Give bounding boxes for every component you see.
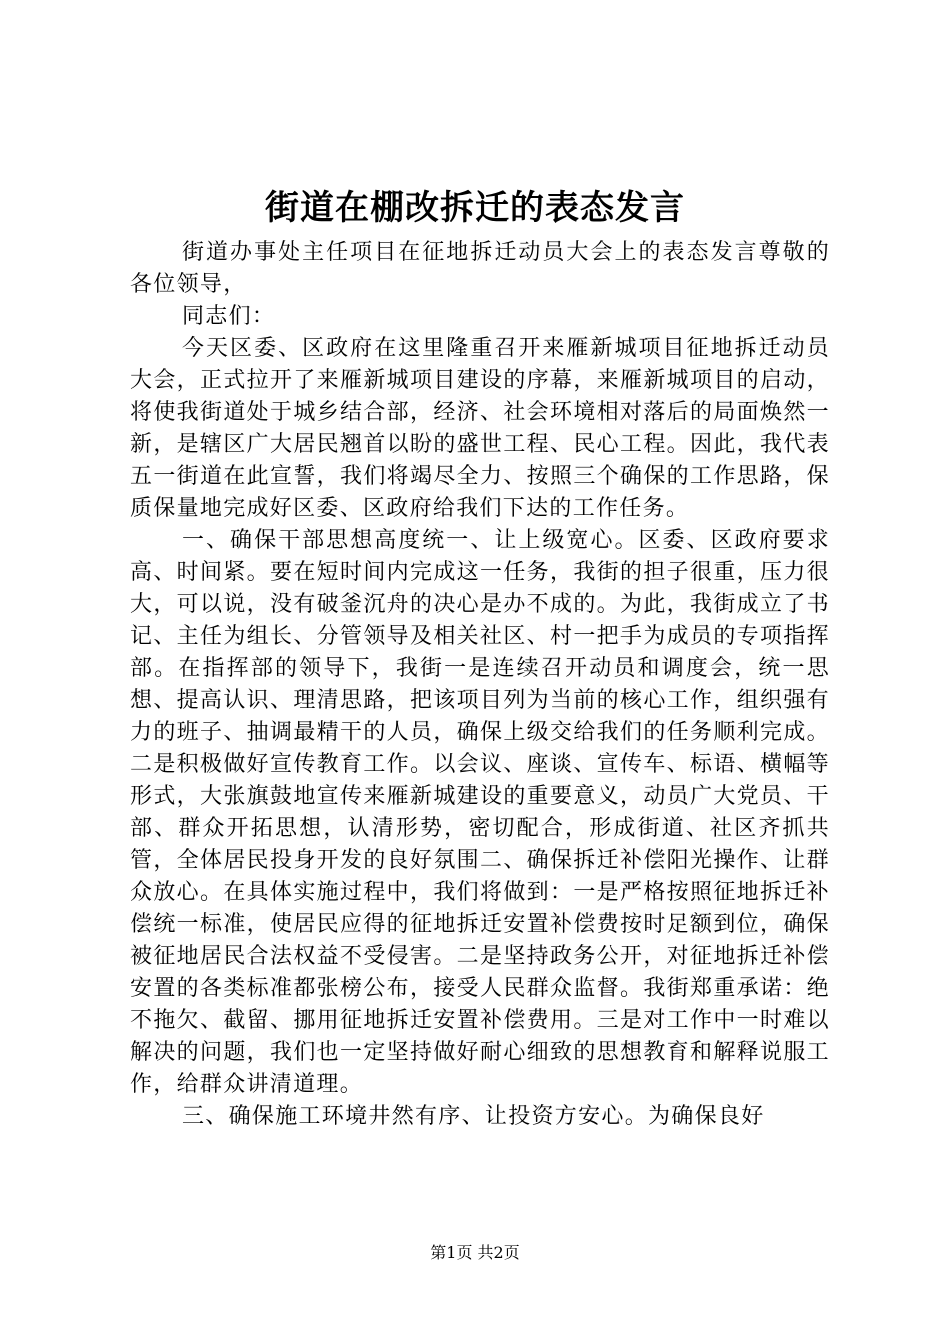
paragraph-salutation: 同志们： [182, 304, 276, 329]
paragraph-introduction: 今天区委、区政府在这里隆重召开来雁新城项目征地拆迁动员大会，正式拉开了来雁新城项目建设的序幕，来雁新城项目的启动，将使我街道处于城乡结合部，经济、社会环境相对落后的局面焕然一新，是辖区广大居民翘首以盼的盛世工程、民心工程。因此，我代表五一街道在此宣誓，我们将竭尽全力、按照三个确保的工作思路，保质保量地完成好区委、区政府给我们下达的工作任务。 [130, 336, 830, 521]
paragraph-section-one-two: 一、确保干部思想高度统一、让上级宽心。区委、区政府要求高、时间紧。要在短时间内完成这一任务，我街的担子很重，压力很大，可以说，没有破釜沉舟的决心是办不成的。为此，我街成立了书记、主任为组长、分管领导及相关社区、村一把手为成员的专项指挥部。在指挥部的领导下，我街一是连续召开动员和调度会，统一思想、提高认识、理清思路，把该项目列为当前的核心工作，组织强有力的班子、抽调最精干的人员，确保上级交给我们的任务顺利完成。二是积极做好宣传教育工作。以会议、座谈、宣传车、标语、横幅等形式，大张旗鼓地宣传来雁新城建设的重要意义，动员广大党员、干部、群众开拓思想，认清形势，密切配合，形成街道、社区齐抓共管，全体居民投身开发的良好氛围二、确保拆迁补偿阳光操作、让群众放心。在具体实施过程中，我们将做到：一是严格按照征地拆迁补偿统一标准，使居民应得的征地拆迁安置补偿费按时足额到位，确保被征地居民合法权益不受侵害。二是坚持政务公开，对征地拆迁补偿安置的各类标准都张榜公布，接受人民群众监督。我街郑重承诺：绝不拖欠、截留、挪用征地拆迁安置补偿费用。三是对工作中一时难以解决的问题，我们也一定坚持做好耐心细致的思想教育和解释说服工作，给群众讲清道理。 [130, 528, 830, 1097]
page-title: 街道在棚改拆迁的表态发言 [265, 188, 685, 228]
document-body [130, 237, 830, 1133]
page-footer: 第1页 共2页 [430, 1243, 520, 1262]
paragraph-heading-line: 街道办事处主任项目在征地拆迁动员大会上的表态发言尊敬的各位领导， [130, 240, 830, 297]
paragraph-section-three: 三、确保施工环境井然有序、让投资方安心。为确保良好 [182, 1104, 765, 1129]
